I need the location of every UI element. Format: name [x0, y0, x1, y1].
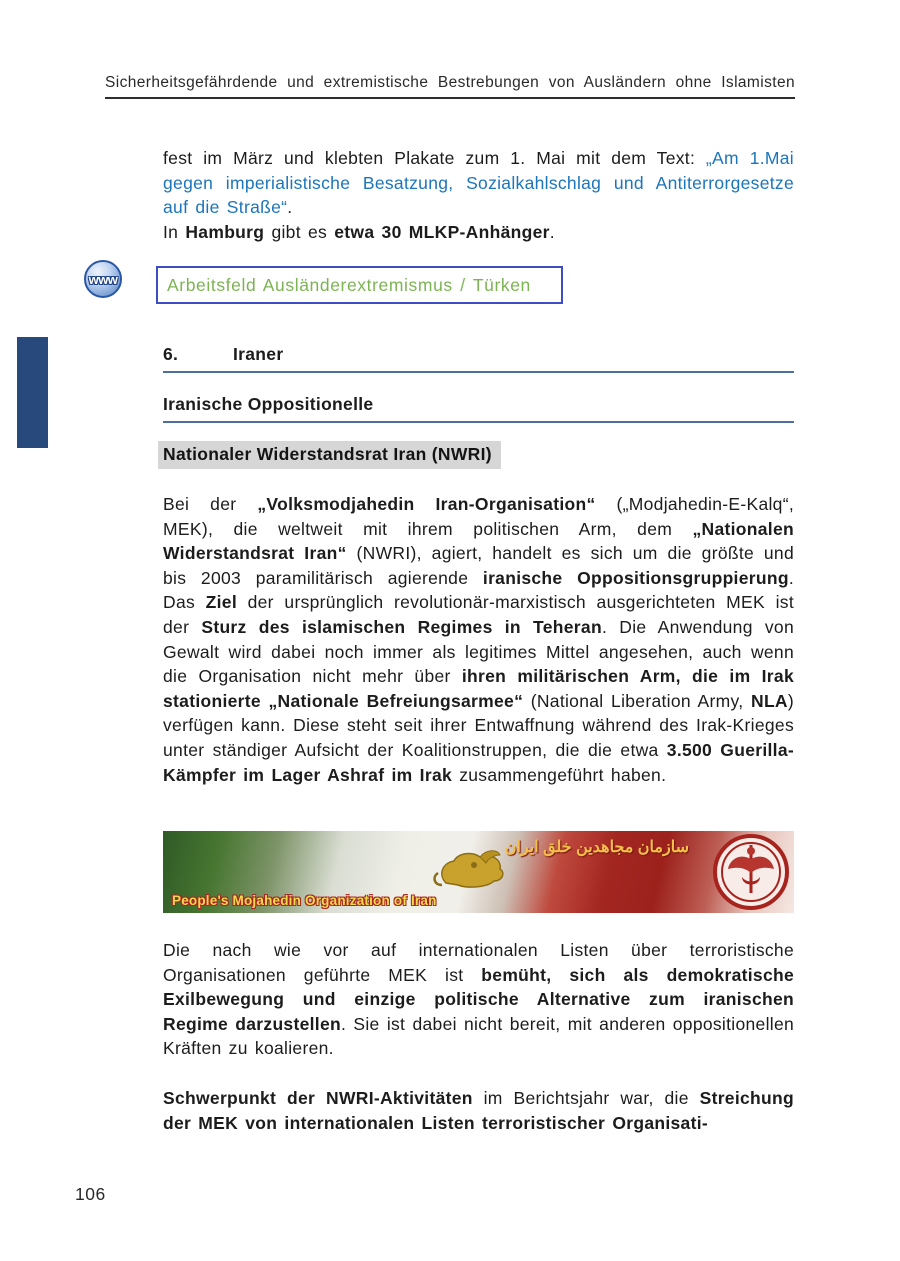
text-run: „Volksmodjahedin Iran-Organisation“ — [257, 494, 596, 514]
running-header: Sicherheitsgefährdende und extremistische Bestrebungen von Ausländern ohne Islamisten — [105, 74, 795, 99]
text-run: NLA — [751, 690, 788, 711]
weblink-box[interactable] — [156, 266, 563, 304]
text-run: Sturz des islamischen Regimes in Teheran — [201, 616, 602, 637]
text-run: . — [549, 221, 555, 242]
text-run: Bei der — [163, 494, 258, 514]
subsection-title: Iranische Oppositionelle — [163, 394, 374, 414]
section-title: Iraner — [233, 344, 284, 364]
text-run: im Berichtsjahr war, die — [472, 1088, 700, 1108]
text-run: zusammengeführt haben. — [452, 764, 667, 785]
text-run: Ziel — [205, 592, 237, 613]
text-run: . Sie ist dabei nicht bereit, mit anderen oppositionellen Kräften zu koalieren. — [163, 1013, 795, 1059]
paragraph-mlkp-block — [163, 146, 794, 244]
paragraph-hamburg — [163, 220, 794, 245]
text-run: „Nationalen Widerstandsrat Iran“ — [163, 518, 794, 564]
text-run: . Das — [163, 567, 795, 613]
text-run: iranische Oppositionsgruppierung — [482, 567, 789, 588]
text-run: („Modjahedin-E-Kalq“, MEK), die weltweit mit ihrem politischen Arm, dem — [163, 494, 794, 539]
banner-caption-english: People's Mojahedin Organization of Iran — [172, 893, 437, 908]
text-run: etwa 30 MLKP-Anhänger — [334, 221, 550, 242]
text-run: In — [163, 221, 186, 242]
text-run: ) verfügen kann. Diese steht seit ihrer Entwaffnung während des Irak-Krieges unter ständiger Aufsicht der Koalitionstruppen, die die etwa — [163, 690, 795, 760]
text-run: der ursprünglich revolutionär-marxistisch ausgerichteten MEK ist der — [163, 592, 794, 637]
paragraph-mlkp — [163, 146, 794, 220]
section-number: 6. — [163, 344, 179, 364]
subsection-heading — [163, 394, 794, 423]
text-run: (National Liberation Army, — [523, 690, 751, 711]
text-run: gibt es — [264, 221, 335, 242]
text-run: (NWRI), agiert, handelt es sich um die größte und bis 2003 paramilitärisch agierende — [163, 543, 794, 588]
paragraph-schwerpunkt — [163, 1086, 794, 1135]
mek-round-emblem-icon — [712, 833, 790, 911]
text-run: Hamburg — [185, 221, 265, 242]
margin-tab-marker — [17, 337, 48, 448]
text-run: „Am 1.Mai gegen imperialistische Besatzung, Sozialkahlschlag und Antiterrorgesetze auf die Straße“ — [163, 148, 794, 218]
lion-sun-emblem-icon — [428, 845, 514, 895]
weblink-label[interactable]: Arbeitsfeld Ausländerextremismus / Türken — [167, 274, 531, 295]
text-run: Streichung der MEK von internationalen Listen terroristischer Organisati- — [163, 1088, 794, 1133]
banner-caption-farsi: سازمان مجاهدين خلق ايران — [504, 839, 689, 856]
text-run: bemüht, sich als demokratische Exilbewegung und einzige politische Alternative zum iranischen Regime darzustellen — [163, 964, 794, 1034]
paragraph-mek — [163, 492, 794, 787]
text-run: 3.500 Guerilla-Kämpfer im Lager Ashraf im Irak — [163, 739, 794, 785]
text-run: Schwerpunkt der NWRI-Aktivitäten — [163, 1088, 473, 1108]
www-icon-label: www — [88, 271, 118, 287]
mek-banner-image — [163, 831, 794, 913]
text-run: Die nach wie vor auf internationalen Listen über terroristische Organisationen geführte MEK ist — [163, 940, 794, 985]
paragraph-listen — [163, 938, 794, 1061]
text-run: . — [287, 197, 293, 218]
highlighted-heading-nwri: Nationaler Widerstandsrat Iran (NWRI) — [158, 441, 501, 469]
text-run: . Die Anwendung von Gewalt wird dabei noch immer als legitimes Mittel angesehen, auch wenn die Organisation nicht mehr über — [163, 616, 794, 687]
text-run: fest im März und klebten Plakate zum 1. Mai mit dem Text: — [163, 148, 706, 168]
text-run: ihren militärischen Arm, die im Irak stationierte „Nationale Befreiungsarmee“ — [163, 666, 794, 711]
www-globe-icon[interactable] — [84, 260, 122, 298]
section-heading-iraner — [163, 344, 794, 373]
page-number: 106 — [75, 1184, 106, 1204]
